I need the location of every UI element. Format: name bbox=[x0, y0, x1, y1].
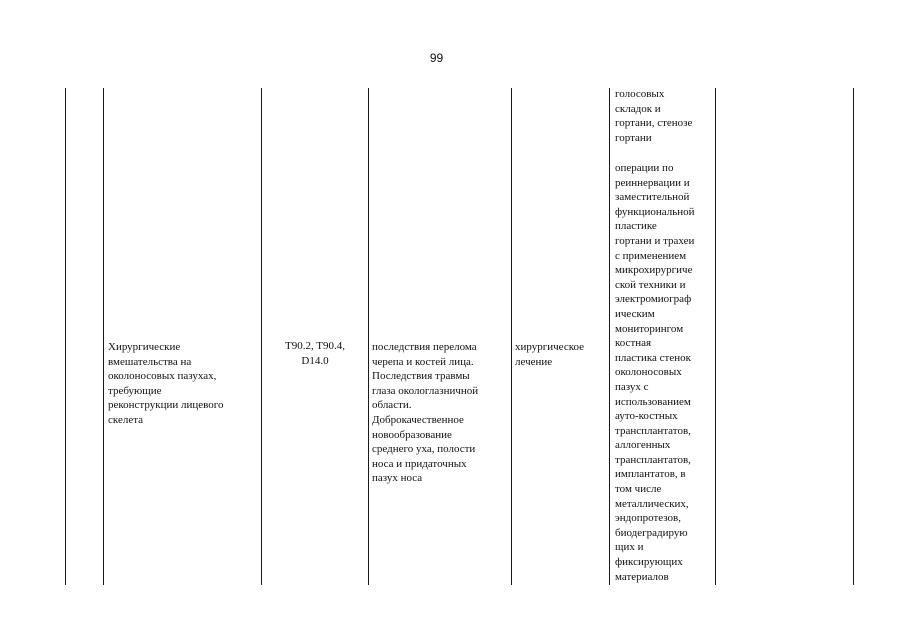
column-border bbox=[65, 88, 66, 585]
column-border bbox=[368, 88, 369, 585]
patient-model-cell: последствия перелома черепа и костей лица. Последствия травмы глаза окологлазничной области. Доброкачественное новообразование среднего уха, полости носа и придаточных пазух носа bbox=[372, 341, 479, 485]
icd-codes-cell: T90.2, T90.4, D14.0 bbox=[285, 340, 345, 367]
column-border bbox=[715, 88, 716, 585]
treatment-type-cell: хирургическое лечение bbox=[515, 341, 585, 368]
column-border bbox=[511, 88, 512, 585]
column-border bbox=[261, 88, 262, 585]
intervention-name-cell: Хирургические вмешательства на околоносовых пазухах, требующие реконструкции лицевого скелета bbox=[108, 341, 224, 426]
column-border bbox=[609, 88, 610, 585]
method-continued-cell: голосовых складок и гортани, стенозе гортани bbox=[615, 88, 693, 144]
column-border bbox=[103, 88, 104, 585]
column-border bbox=[853, 88, 854, 585]
page-number: 99 bbox=[429, 51, 444, 65]
treatment-method-cell: операции по реиннервации и заместительной функциональной пластике гортани и трахеи с применением микрохирургиче ской техники и электромиограф ическим мониторингом костная пластика стенок околоносовых пазух с использованием ауто-костных трансплантатов, аллогенных трансплантатов, имплантатов, в том числе металлических, эндопротезов, биодеградирую щих и фиксирующих материалов bbox=[615, 162, 695, 583]
